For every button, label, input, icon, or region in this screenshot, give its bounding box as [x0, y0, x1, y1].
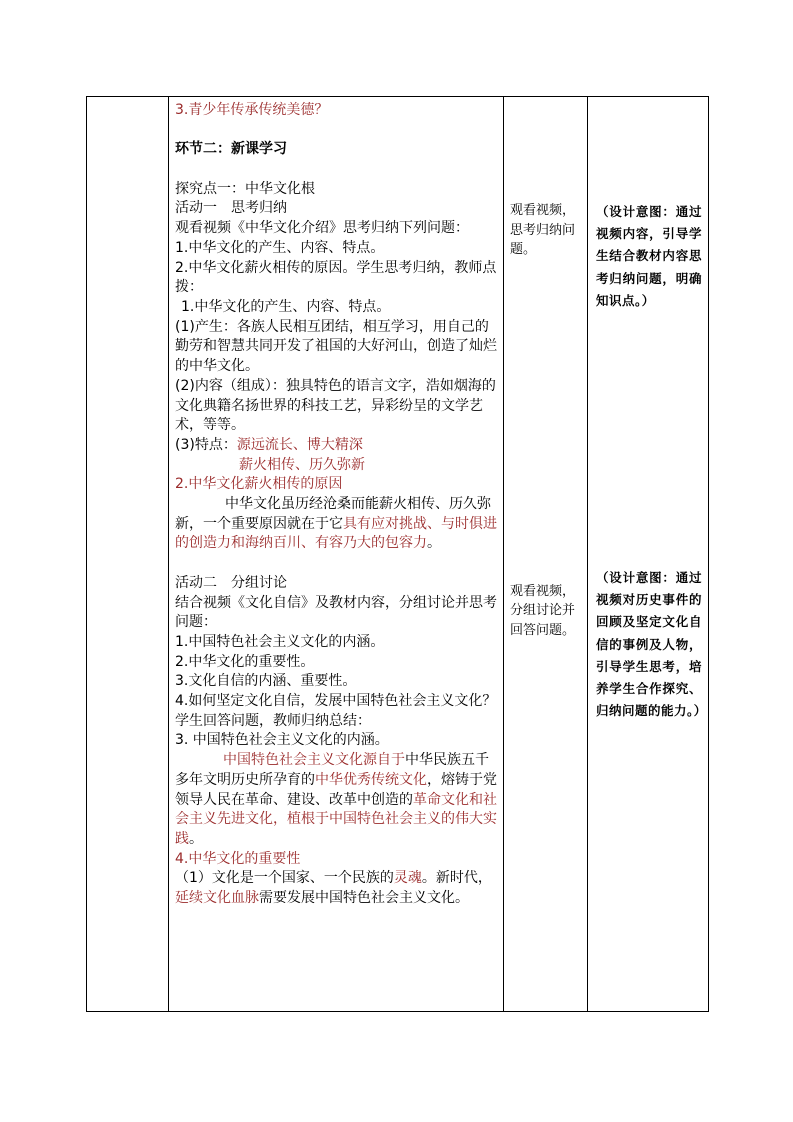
feature-highlight: 源远流长、博大精深	[236, 436, 363, 453]
explore-point-title: 探究点一：中华文化根	[175, 180, 315, 197]
activity1-question-1: 1.中华文化的产生、内容、特点。	[175, 239, 385, 256]
activity2-question-4: 4.如何坚定文化自信，发展中国特色社会主义文化？	[175, 693, 497, 710]
lesson-plan-table	[86, 96, 709, 1012]
student-activity-1: 观看视频，思考归纳问题。	[510, 203, 576, 257]
design-intent-cell	[588, 97, 709, 1012]
answer2-highlight: 具有应对挑战、与时俱进的创造力和海纳百川、有容乃大的包容力	[175, 515, 497, 552]
section-title: 环节二：新课学习	[175, 141, 287, 158]
teaching-content-cell	[169, 97, 504, 1012]
answer1-title: 1.中华文化的产生、内容、特点。	[181, 299, 391, 315]
answer4-title: 4.中华文化的重要性	[175, 850, 301, 867]
question-3: 3.青少年传承传统美德？	[175, 102, 329, 118]
answer2-title: 2.中华文化薪火相传的原因	[175, 476, 343, 493]
design-intent-1: （设计意图：通过视频内容，引导学生结合教材内容思考归纳问题，明确知识点。）	[596, 204, 702, 308]
activity2-question-3: 3.文化自信的内涵、重要性。	[175, 673, 357, 690]
activity1-title: 活动一 思考归纳	[175, 200, 287, 217]
answer3-title: 3. 中国特色社会主义文化的内涵。	[175, 732, 389, 749]
answer3-text: 中国特色社会主义文化源自于中华民族五千多年文明历史所孕育的中华优秀传统文化，熔铸于党领导人民在革命、建设、改革中创造的革命文化和社会主义先进文化，植根于中国特色社会主义的伟大实践。	[175, 752, 497, 847]
activity2-question-2: 2.中华文化的重要性。	[175, 653, 315, 670]
table-row	[87, 97, 709, 1012]
activity2-title: 活动二 分组讨论	[175, 574, 287, 591]
student-activity-cell	[504, 97, 588, 1012]
answer1-content: (2)内容（组成）：独具特色的语言文字，浩如烟海的文化典籍名扬世界的科技工艺，异彩纷呈的文学艺术，等等。	[175, 377, 496, 434]
answer1-features: (3)特点：源远流长、博大精深	[175, 436, 363, 453]
answer1-origin: (1)产生：各族人民相互团结，相互学习，用自己的勤劳和智慧共同开发了祖国的大好河山，创造了灿烂的中华文化。	[175, 318, 497, 375]
activity2-question-1: 1.中国特色社会主义文化的内涵。	[175, 633, 385, 650]
design-intent-2: （设计意图：通过视频对历史事件的回顾及坚定文化自信的事例及人物，引导学生思考，培养学生合作探究、归纳问题的能力。）	[596, 570, 707, 719]
activity1-intro: 观看视频《中华文化介绍》思考归纳下列问题：	[175, 220, 469, 237]
activity1-question-2: 2.中华文化薪火相传的原因。学生思考归纳，教师点拨：	[175, 259, 497, 296]
stage-cell	[87, 97, 169, 1012]
answer2-text: 中华文化虽历经沧桑而能薪火相传、历久弥新，一个重要原因就在于它具有应对挑战、与时俱进的创造力和海纳百川、有容乃大的包容力。	[175, 496, 497, 552]
answer4-text: （1）文化是一个国家、一个民族的灵魂。新时代，延续文化血脉需要发展中国特色社会主义文化。	[175, 870, 492, 907]
activity2-intro: 结合视频《文化自信》及教材内容，分组讨论并思考问题：	[175, 594, 497, 631]
student-activity-2: 观看视频，分组讨论并回答问题。	[510, 583, 576, 638]
activity2-summary: 学生回答问题，教师归纳总结：	[175, 712, 371, 729]
feature-highlight-2: 薪火相传、历久弥新	[239, 456, 365, 473]
